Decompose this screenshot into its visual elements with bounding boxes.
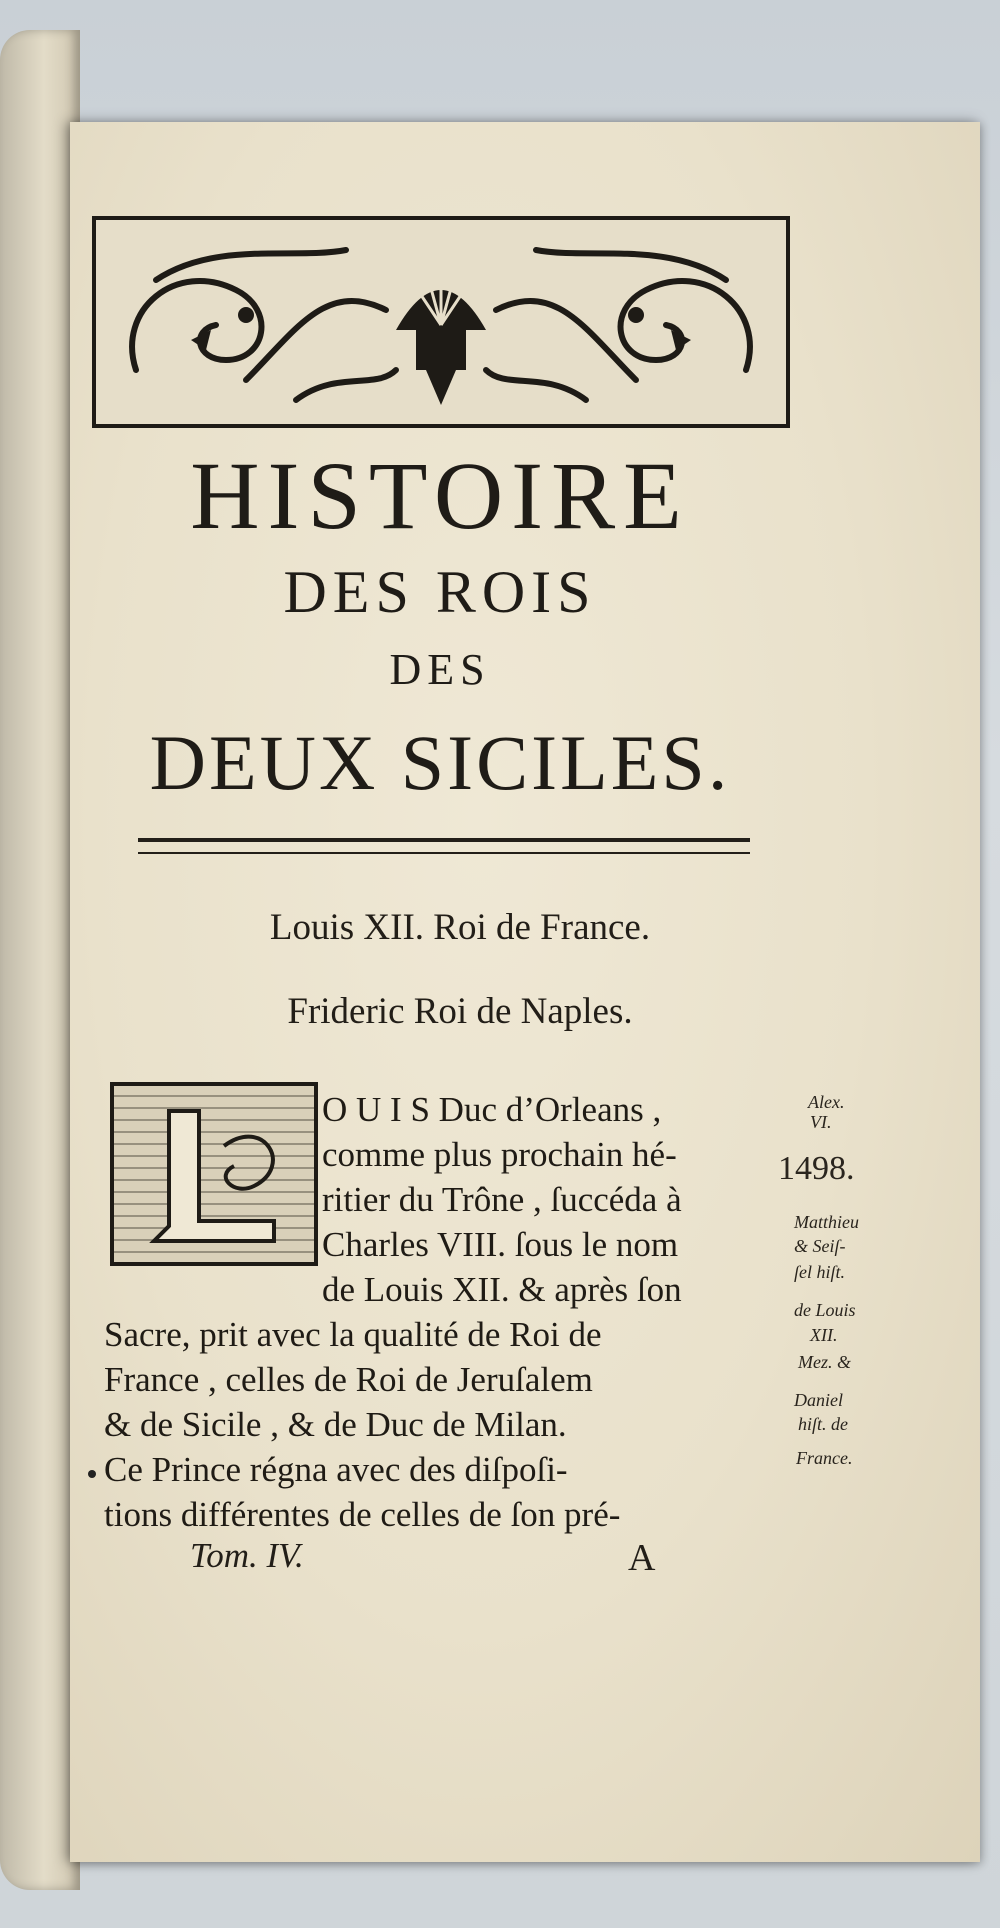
- margin-note-year: 1498.: [778, 1150, 855, 1187]
- title-histoire: HISTOIRE: [190, 442, 690, 549]
- body-line-2: comme plus prochain hé-: [322, 1135, 677, 1174]
- dropcap-letter-l: [110, 1082, 318, 1266]
- body-line-9: Ce Prince régna avec des diſpoſi-: [104, 1450, 568, 1489]
- body-line-8: & de Sicile , & de Duc de Milan.: [104, 1405, 567, 1444]
- footer-volume: Tom. IV.: [190, 1536, 304, 1575]
- title-deux-siciles: DEUX SICILES.: [149, 719, 731, 806]
- body-line-6: Sacre, prit avec la qualité de Roi de: [104, 1315, 602, 1354]
- margin-note-5: XII.: [810, 1325, 838, 1345]
- body-line-3: ritier du Trône , ſuccéda à: [322, 1180, 682, 1219]
- title-rule-divider: [138, 838, 750, 854]
- margin-note-4: de Louis: [794, 1300, 856, 1320]
- body-line-10: tions différentes de celles de ſon pré-: [104, 1495, 621, 1534]
- subtitle-frideric: Frideric Roi de Naples.: [287, 991, 633, 1032]
- margin-note-alex: Alex.: [808, 1092, 845, 1112]
- margin-note-3: ſel hiſt.: [794, 1262, 845, 1282]
- margin-note-6: Mez. &: [798, 1352, 851, 1372]
- margin-note-7: Daniel: [794, 1390, 843, 1410]
- body-line-5: de Louis XII. & après ſon: [322, 1270, 682, 1309]
- margin-dot: [88, 1470, 96, 1478]
- subtitle-louis-xii: Louis XII. Roi de France.: [269, 907, 651, 948]
- body-line-4: Charles VIII. ſous le nom: [322, 1225, 679, 1264]
- footer-signature-mark: A: [628, 1537, 656, 1579]
- margin-note-vi: VI.: [810, 1112, 832, 1132]
- ornamental-headpiece: [92, 216, 790, 428]
- body-line-7: France , celles de Roi de Jeruſalem: [104, 1360, 593, 1399]
- margin-note-1: Matthieu: [794, 1212, 859, 1232]
- title-des: DES: [389, 645, 491, 694]
- title-des-rois: DES ROIS: [283, 559, 597, 625]
- dropcap-ornament-icon: [114, 1086, 314, 1262]
- margin-note-2: & Seiſ-: [794, 1236, 846, 1256]
- margin-note-8: hiſt. de: [798, 1414, 848, 1434]
- body-line-1: O U I S Duc d’Orleans ,: [322, 1090, 662, 1129]
- left-page-edge: [0, 30, 80, 1890]
- headpiece-scroll-icon: [96, 220, 786, 424]
- margin-note-9: France.: [796, 1448, 853, 1468]
